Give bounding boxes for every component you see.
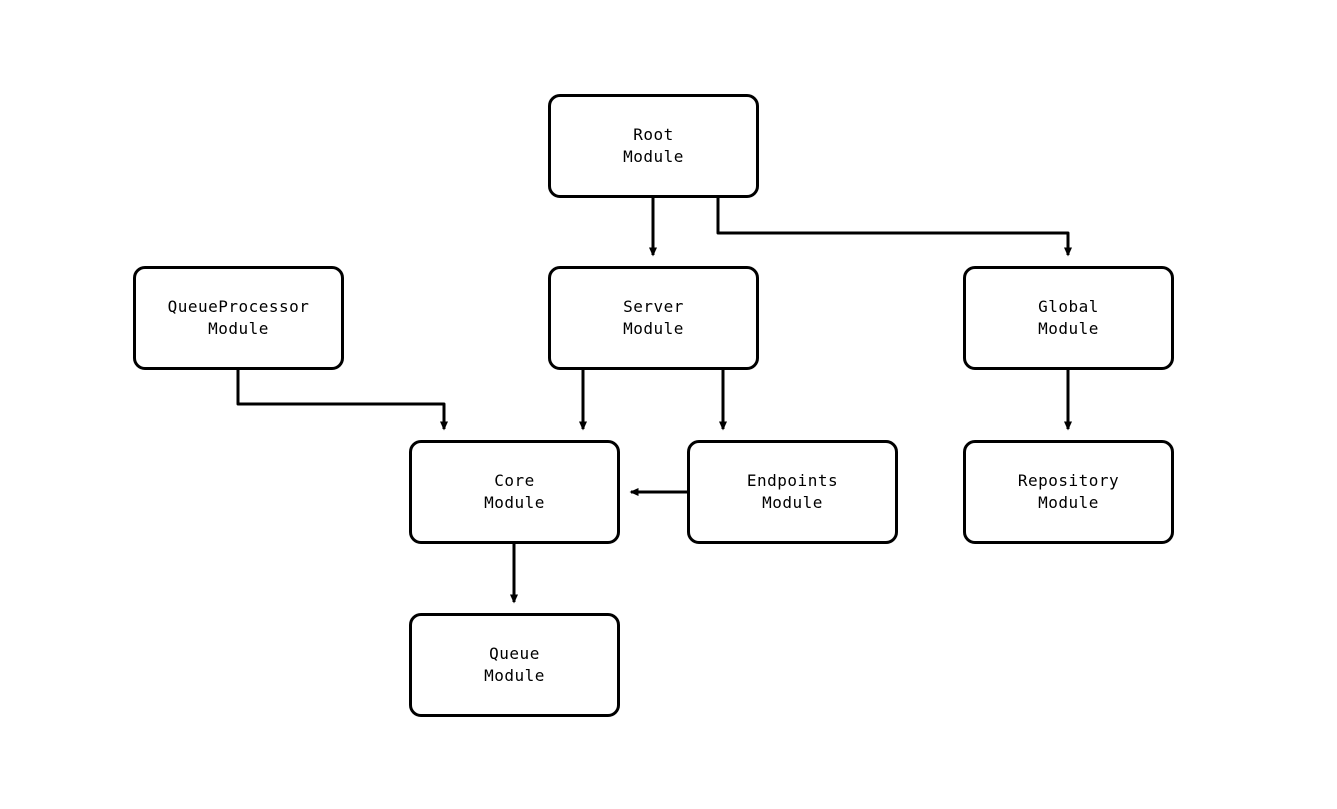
node-queue-module-line1: Queue: [489, 644, 540, 663]
node-repository-module[interactable]: [963, 440, 1174, 544]
node-core-module-line1: Core: [494, 471, 535, 490]
node-core-module-line2: Module: [484, 493, 545, 512]
node-queueprocessor-module[interactable]: [133, 266, 344, 370]
node-queueprocessor-module-line1: QueueProcessor: [167, 297, 310, 316]
node-queueprocessor-module-line2: Module: [208, 319, 269, 338]
edge-queueprocessor-to-core: [238, 370, 444, 429]
node-endpoints-module-line1: Endpoints: [746, 471, 839, 490]
node-global-module[interactable]: [963, 266, 1174, 370]
node-queue-module[interactable]: [409, 613, 620, 717]
node-global-module-line1: Global: [1038, 297, 1099, 316]
edge-root-to-global: [718, 198, 1068, 255]
node-core-module[interactable]: [409, 440, 620, 544]
node-server-module-line2: Module: [623, 319, 684, 338]
node-root-module[interactable]: [548, 94, 759, 198]
node-root-module-line1: Root: [633, 125, 674, 144]
node-root-module-line2: Module: [623, 147, 684, 166]
node-server-module[interactable]: [548, 266, 759, 370]
node-server-module-line1: Server: [623, 297, 684, 316]
node-endpoints-module-line2: Module: [762, 493, 823, 512]
node-global-module-line2: Module: [1038, 319, 1099, 338]
node-endpoints-module[interactable]: [687, 440, 898, 544]
node-repository-module-line1: Repository: [1017, 471, 1120, 490]
node-queue-module-line2: Module: [484, 666, 545, 685]
node-repository-module-line2: Module: [1038, 493, 1099, 512]
